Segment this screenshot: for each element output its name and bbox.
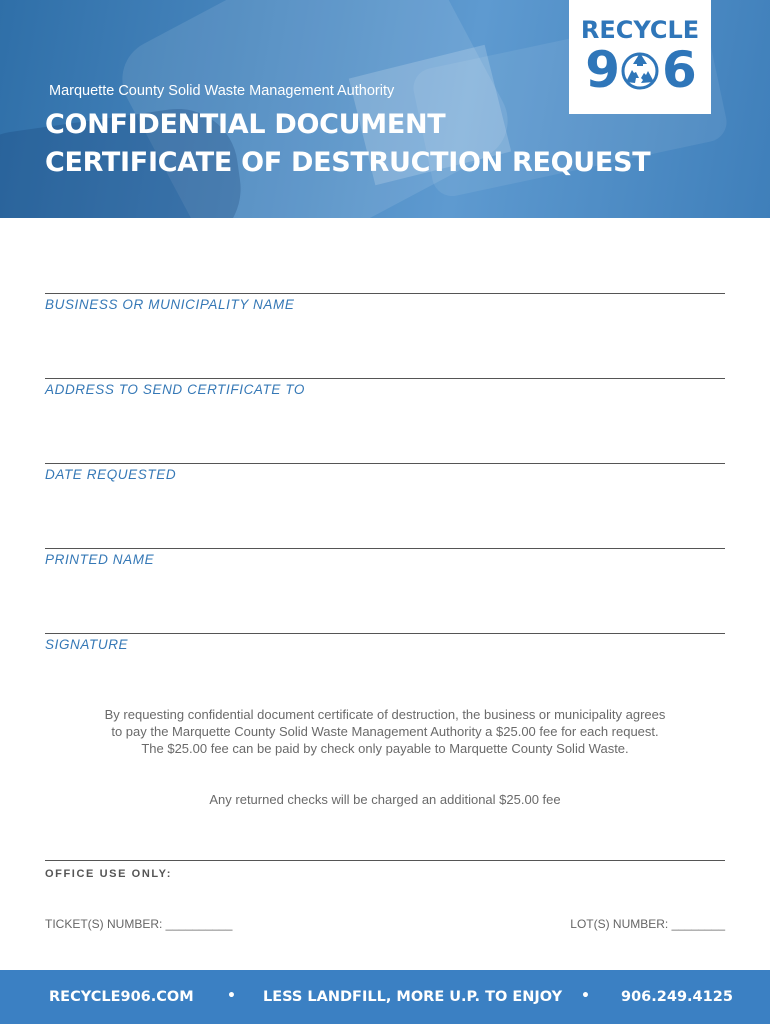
footer-slogan: LESS LANDFILL, MORE U.P. TO ENJOY: [263, 989, 563, 1005]
logo-number-left: 9: [585, 41, 618, 99]
lot-number-field[interactable]: LOT(S) NUMBER: ________: [570, 917, 725, 931]
business-name-line: [45, 293, 725, 294]
business-name-label: BUSINESS OR MUNICIPALITY NAME: [45, 297, 295, 312]
footer-separator-2: •: [581, 988, 590, 1004]
ticket-number-field[interactable]: TICKET(S) NUMBER: __________: [45, 917, 233, 931]
footer-website-link[interactable]: RECYCLE906.COM: [49, 989, 194, 1005]
footer-phone[interactable]: 906.249.4125: [621, 989, 733, 1005]
address-field[interactable]: [45, 378, 725, 397]
logo-word: RECYCLE: [580, 16, 700, 44]
logo-number: [569, 40, 711, 100]
footer-separator-1: •: [227, 988, 236, 1004]
office-use-divider: [45, 860, 725, 861]
fee-notice: [45, 706, 725, 757]
date-requested-line: [45, 463, 725, 464]
office-use-label: OFFICE USE ONLY:: [45, 868, 173, 880]
signature-line: [45, 633, 725, 634]
organization-name: Marquette County Solid Waste Management Authority: [49, 83, 395, 99]
recycle-906-logo: [569, 0, 711, 114]
printed-name-line: [45, 548, 725, 549]
business-name-field[interactable]: [45, 293, 725, 312]
returned-checks-notice: Any returned checks will be charged an additional $25.00 fee: [209, 792, 561, 807]
fee-notice-line-1: By requesting confidential document certificate of destruction, the business or municipality agrees: [104, 707, 666, 722]
signature-field[interactable]: [45, 633, 725, 652]
date-requested-field[interactable]: [45, 463, 725, 482]
date-requested-label: DATE REQUESTED: [45, 467, 177, 482]
fee-notice-line-2: to pay the Marquette County Solid Waste Management Authority a $25.00 fee for each request.: [111, 724, 659, 739]
signature-label: SIGNATURE: [45, 637, 129, 652]
printed-name-field[interactable]: [45, 548, 725, 567]
document-title: [45, 106, 650, 182]
title-line-1: CONFIDENTIAL DOCUMENT: [45, 109, 446, 140]
printed-name-label: PRINTED NAME: [45, 552, 155, 567]
recycle-icon: [618, 40, 662, 96]
logo-number-right: 6: [662, 41, 695, 99]
address-label: ADDRESS TO SEND CERTIFICATE TO: [45, 382, 306, 397]
footer-bar: [0, 970, 770, 1024]
title-line-2: CERTIFICATE OF DESTRUCTION REQUEST: [45, 147, 651, 178]
address-line: [45, 378, 725, 379]
fee-notice-line-3: The $25.00 fee can be paid by check only payable to Marquette County Solid Waste.: [141, 741, 629, 756]
